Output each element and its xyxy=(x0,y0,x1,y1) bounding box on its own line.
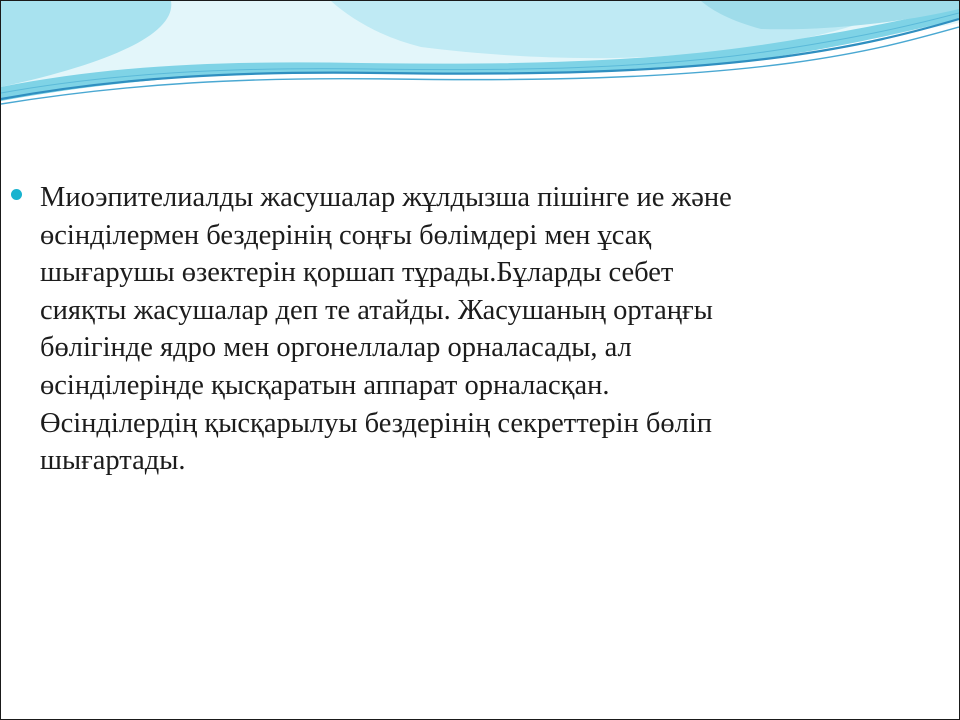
wave-header-decoration xyxy=(1,1,959,121)
bullet-dot-icon xyxy=(11,189,22,200)
bullet-item xyxy=(11,179,771,480)
bullet-text: Миоэпителиалды жасушалар жұлдызша пішінге ие және өсінділермен бездерінің соңғы бөлімдері мен ұсақ шығарушы өзектерін қоршап тұрады.Бұларды себет сияқты жасушалар деп те атайды. Жасушаның ортаңғы бөлігінде ядро мен оргонеллалар орналасады, ал өсінділерінде қысқаратын аппарат орналасқан. Өсінділердің қысқарылуы бездерінің секреттерін бөліп шығартады. xyxy=(40,182,732,477)
slide-content xyxy=(11,179,771,480)
